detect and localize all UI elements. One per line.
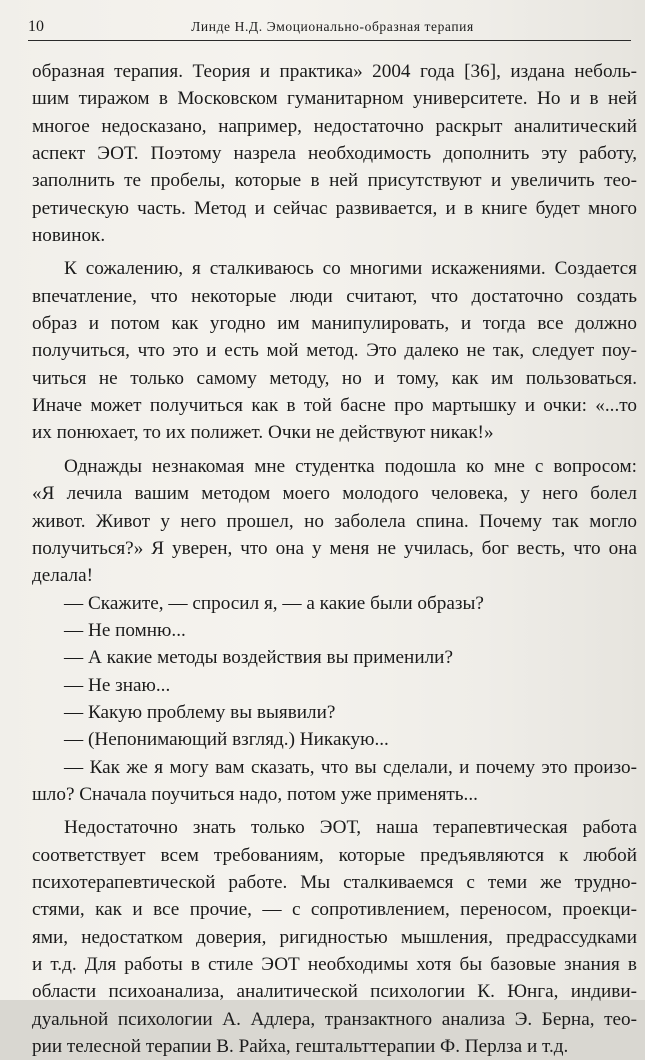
- paragraph-5: [32, 814, 637, 1060]
- dialogue-line: — А какие методы воздействия вы применили?: [64, 647, 453, 669]
- text-line: рии телесной терапии В. Райха, гештальттерапии Ф. Перлза и т.д.: [32, 1036, 569, 1058]
- text-line: области психоанализа, аналитической психологии К. Юнга, индиви-: [32, 981, 637, 1003]
- dialogue-line: — (Непонимающий взгляд.) Никакую...: [64, 729, 389, 751]
- text-line: аспект ЭОТ. Поэтому назрела необходимость дополнить эту работу,: [32, 143, 637, 165]
- page-number: 10: [28, 18, 44, 35]
- paragraph-3: [32, 453, 637, 590]
- text-line: соответствует всем требованиям, которые предъявляются к любой: [32, 844, 637, 866]
- text-line: психотерапевтической работе. Мы сталкиваемся с теми же трудно-: [32, 871, 637, 893]
- dialogue-line: — Не помню...: [64, 619, 186, 641]
- text-line: живот. Живот у него прошел, но заболела спина. Почему так могло: [32, 510, 637, 532]
- body-text: [32, 58, 637, 1060]
- text-line: ретическую часть. Метод и сейчас развивается, и в книге будет много: [32, 197, 637, 219]
- text-line: образная терапия. Теория и практика» 2004 года [36], издана неболь-: [32, 61, 637, 82]
- text-line: стями, как и все прочие, — с сопротивлением, переносом, проекци-: [32, 899, 637, 921]
- dialogue-line: — Скажите, — спросил я, — а какие были образы?: [64, 592, 484, 614]
- text-line: их понюхает, то их полижет. Очки не действуют никак!»: [32, 422, 494, 444]
- text-line: новинок.: [32, 225, 106, 247]
- text-line: Однажды незнакомая мне студентка подошла ко мне с вопросом:: [64, 455, 637, 477]
- text-line: читься не только самому методу, но и тому, как им пользоваться.: [32, 367, 637, 389]
- running-head-title: Линде Н.Д. Эмоционально-образная терапия: [191, 19, 474, 34]
- text-line: «Я лечила вашим методом моего молодого человека, у него болел: [32, 483, 637, 505]
- paragraph-1: [32, 58, 637, 249]
- text-line: К сожалению, я сталкиваюсь со многими искажениями. Создается: [64, 258, 637, 280]
- text-line: дуальной психологии А. Адлера, транзактного анализа Э. Берна, тео-: [32, 1008, 637, 1030]
- text-line: и т.д. Для работы в стиле ЭОТ необходимы хотя бы базовые знания в: [32, 954, 637, 975]
- text-line: Недостаточно знать только ЭОТ, наша терапевтическая работа: [64, 817, 637, 839]
- dialogue-line: — Какую проблему вы выявили?: [64, 701, 336, 723]
- text-line: получиться, что это и есть мой метод. Это далеко не так, следует поу-: [32, 340, 637, 362]
- text-line: заполнить те пробелы, которые в ней присутствуют и увеличить тео-: [32, 170, 637, 192]
- text-line: образ и потом как угодно им манипулировать, и тогда все должно: [32, 313, 637, 335]
- dialogue-line: — Как же я могу вам сказать, что вы сделали, и почему это произо-: [64, 756, 637, 778]
- text-line: шим тиражом в Московском гуманитарном университете. Но и в ней: [32, 88, 637, 110]
- text-line: делала!: [32, 565, 94, 587]
- dialogue-line: — Не знаю...: [64, 674, 171, 696]
- dialogue-block: [32, 590, 637, 809]
- paragraph-2: [32, 255, 637, 446]
- text-line: многое недосказано, например, недостаточно раскрыт аналитический: [32, 115, 637, 137]
- text-line: получиться?» Я уверен, что она у меня не училась, бог весть, что она: [32, 537, 637, 559]
- dialogue-line: шло? Сначала поучиться надо, потом уже применять...: [32, 783, 478, 805]
- running-header: [28, 14, 631, 41]
- text-line: Иначе может получиться как в той басне про мартышку и очки: «...то: [32, 395, 637, 417]
- text-line: впечатление, что некоторые люди считают, что достаточно создать: [32, 285, 637, 307]
- text-line: ями, недостатком доверия, ригидностью мышления, предрассудками: [32, 926, 637, 948]
